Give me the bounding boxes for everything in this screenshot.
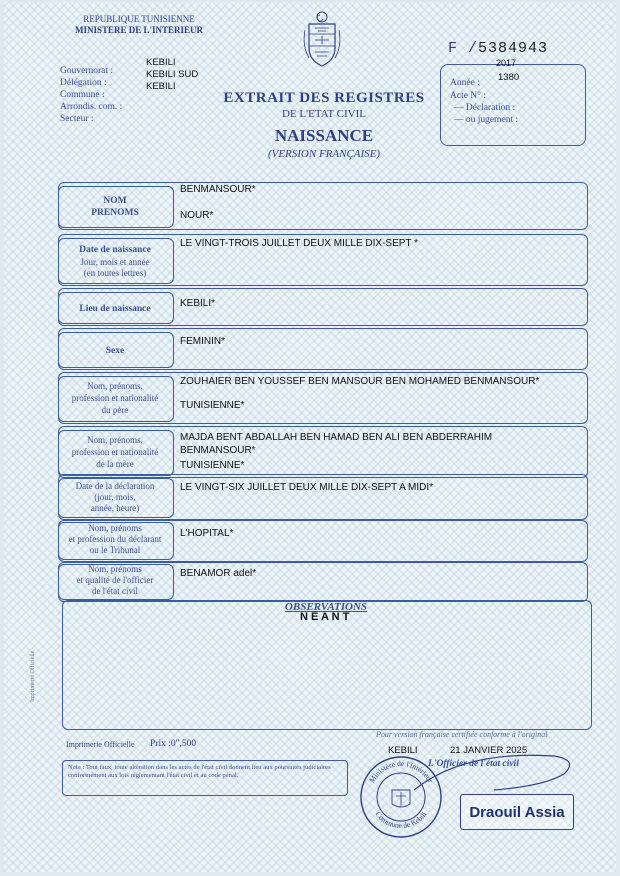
label-date-naissance: Date de naissance [79,245,151,255]
label-pere-3: du père [101,405,129,415]
value-sexe: FEMININ* [180,336,225,347]
label-officier: Nom, prénoms [88,564,142,574]
title-extrait: EXTRAIT DES REGISTRES [223,90,425,106]
secteur-label: Secteur : [60,114,94,124]
svg-text:Commune de Kebili [374,810,429,830]
officier-signature-label: L'Officier de l'état civil [428,759,519,769]
value-nom: BENMANSOUR* [180,184,256,195]
observations-value: N E A N T [300,611,350,623]
delegation-label: Délégation : [60,78,107,88]
document-page [4,2,616,872]
observations-label: OBSERVATIONS [284,601,368,613]
delegation-value: KEBILI SUD [146,69,199,80]
title-version: (VERSION FRANÇAISE) [267,148,381,160]
value-prenoms: NOUR* [180,210,214,221]
acte-label: Acte N° : [450,91,486,101]
label-sexe: Sexe [105,346,125,356]
serial-prefix: F / [448,40,479,57]
label-declaration: Date de la déclaration [75,481,155,491]
label-mere: Nom, prénoms, [87,435,143,445]
stamp-bottom-text: Commune de Kebili [373,809,429,831]
tunisia-emblem-icon [301,10,343,72]
stamp-top-text: Ministère de l'Intérieur [367,758,436,785]
ministry-text: MINISTERE DE L'INTERIEUR [74,25,204,35]
arrondis-label: Arrondis. com. : [60,102,123,112]
value-mere: MAJDA BENT ABDALLAH BEN HAMAD BEN ALI BEN ABDERRAHIM [180,432,493,443]
gouvernorat-value: KEBILI [146,57,176,68]
annee-value: 2017 [496,58,517,68]
gouvernorat-label: Gouvernorat : [60,66,114,76]
label-declarant-3: ou le Tribunal [89,545,141,555]
annee-label: Année : [450,78,480,88]
label-nom: NOM [103,196,127,206]
title-naissance: NAISSANCE [274,126,374,145]
side-print-text: Imprimerie Officielle [30,650,36,702]
signatory-name-stamp: Draouil Assia [460,794,574,830]
label-officier-3: de l'état civil [91,586,139,596]
imprimerie-text: Imprimerie Officielle [66,740,135,749]
serial-number [448,40,548,57]
prix-text: Prix :0",500 [150,739,197,749]
value-lieu: KEBILI* [180,298,216,309]
value-date-naissance: LE VINGT-TROIS JUILLET DEUX MILLE DIX-SEPT * [180,238,419,249]
label-date-naissance-2: Jour, mois et année [80,257,150,267]
label-officier-2: et qualité de l'officier [76,575,154,585]
acte-value: 1380 [498,72,520,83]
value-mere-nationalite: TUNISIENNE* [180,460,245,471]
value-mere-nom: BENMANSOUR* [180,445,256,456]
place-value: KEBILI [388,745,418,756]
republic-text: REPUBLIQUE TUNISIENNE [83,14,195,24]
label-pere-2: profession et nationalité [71,393,159,403]
declaration-label: — Déclaration : [454,103,516,113]
label-declarant: Nom, prénoms [88,523,142,533]
value-pere: ZOUHAIER BEN YOUSSEF BEN MANSOUR BEN MOHAMED BENMANSOUR* [180,376,540,387]
value-pere-nationalite: TUNISIENNE* [180,400,245,411]
commune-label: Commune : [60,90,105,100]
label-declaration-2: (jour, mois, [94,492,136,502]
jugement-label: — ou jugement : [454,115,519,125]
title-etat-civil: DE L'ETAT CIVIL [282,108,366,120]
label-mere-3: de la mère [96,459,134,469]
value-officier: BENAMOR adel* [180,568,257,579]
issuer-block [64,14,214,36]
value-date-declaration: LE VINGT-SIX JUILLET DEUX MILLE DIX-SEPT A MIDI* [180,482,434,493]
svg-text:Ministère de l'Intérieur [367,759,435,785]
commune-value: KEBILI [146,81,176,92]
label-box-nom [58,186,174,228]
version-note: Pour version française certifiée conforme à l'original [376,730,548,739]
label-date-naissance-3: (en toutes lettres) [83,268,147,278]
legal-note: Note : Tout faux, toute altération dans les actes de l'état civil donnent lieu aux poursuites judiciaires conformément aux lois réglementant l'état civil et au code pénal. [68,764,331,779]
official-stamp-icon [358,754,444,840]
label-declarant-2: et profession du déclarant [68,534,162,544]
date-value: 21 JANVIER 2025 [450,745,528,756]
label-declaration-3: année, heure) [90,503,140,513]
value-declarant: L'HOPITAL* [180,528,234,539]
label-lieu: Lieu de naissance [79,304,151,314]
label-pere: Nom, prénoms, [87,381,143,391]
serial-value: 5384943 [478,40,549,57]
label-prenoms: PRENOMS [91,208,139,218]
label-mere-2: profession et nationalité [71,447,159,457]
